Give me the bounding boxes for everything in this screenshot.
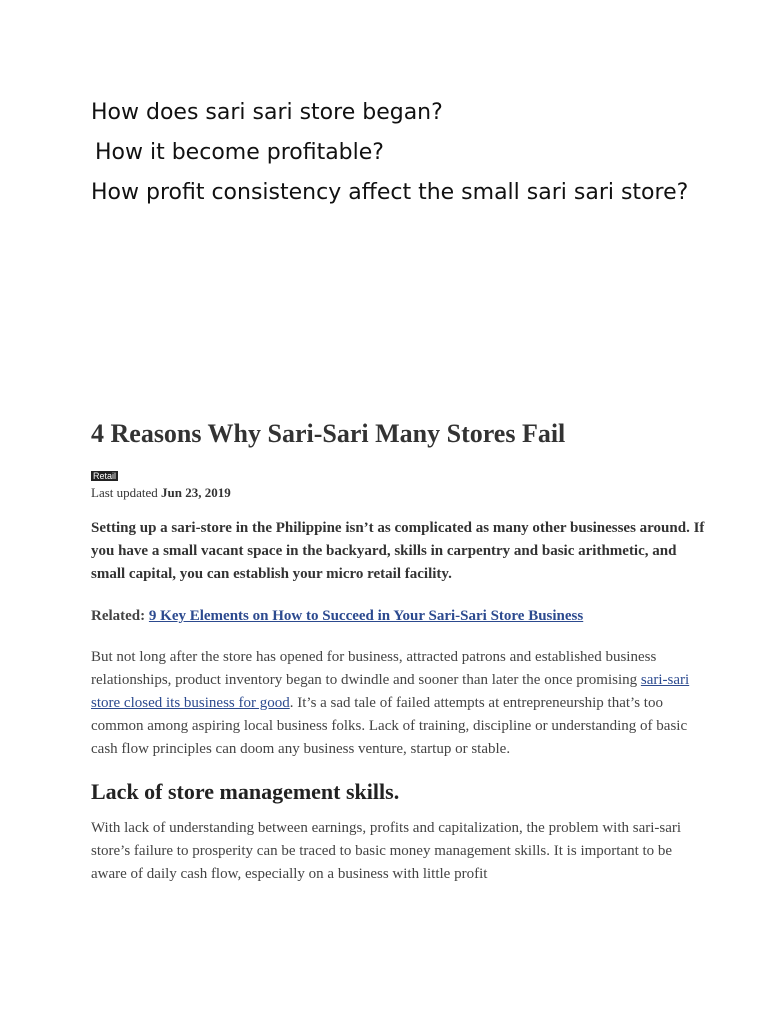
question-1: How does sari sari store began? (91, 100, 443, 125)
para1-text-before: But not long after the store has opened for business, attracted patrons and established business relationships, product inventory began to dwindle and sooner than later the once promising (91, 649, 657, 688)
store-closed-link[interactable]: sari-sari store closed its business for good (91, 672, 690, 711)
body-paragraph-1 (91, 646, 711, 761)
section-heading: Lack of store management skills. (91, 779, 400, 804)
last-updated-label: Last updated (91, 485, 158, 500)
related-line (91, 605, 711, 628)
question-3: How profit consistency affect the small sari sari store? (91, 180, 689, 205)
article (91, 416, 711, 886)
last-updated (91, 485, 711, 501)
body-paragraph-2: With lack of understanding between earnings, profits and capitalization, the problem with sari-sari store’s failure to prosperity can be traced to basic money management skills. It is important to be aware of daily cash flow, especially on a business with little profit (91, 820, 682, 882)
last-updated-date: Jun 23, 2019 (161, 485, 231, 500)
related-label: Related: (91, 608, 146, 624)
lead-paragraph: Setting up a sari-store in the Philippine isn’t as complicated as many other businesses around. If you have a small vacant space in the backyard, skills in carpentry and basic arithmetic, and small capital, you can establish your micro retail facility. (91, 520, 705, 582)
category-tag[interactable]: Retail (93, 471, 117, 481)
para1-text-after: . It’s a sad tale of failed attempts at entrepreneurship that’s too common among aspiring local business folks. Lack of training, discipline or understanding of basic cash flow principles can doom any business venture, startup or stable. (91, 695, 688, 757)
questions-block (91, 96, 691, 216)
question-2: How it become profitable? (95, 140, 384, 165)
related-link[interactable]: 9 Key Elements on How to Succeed in Your Sari-Sari Store Business (148, 608, 584, 624)
article-title: 4 Reasons Why Sari-Sari Many Stores Fail (91, 419, 566, 448)
